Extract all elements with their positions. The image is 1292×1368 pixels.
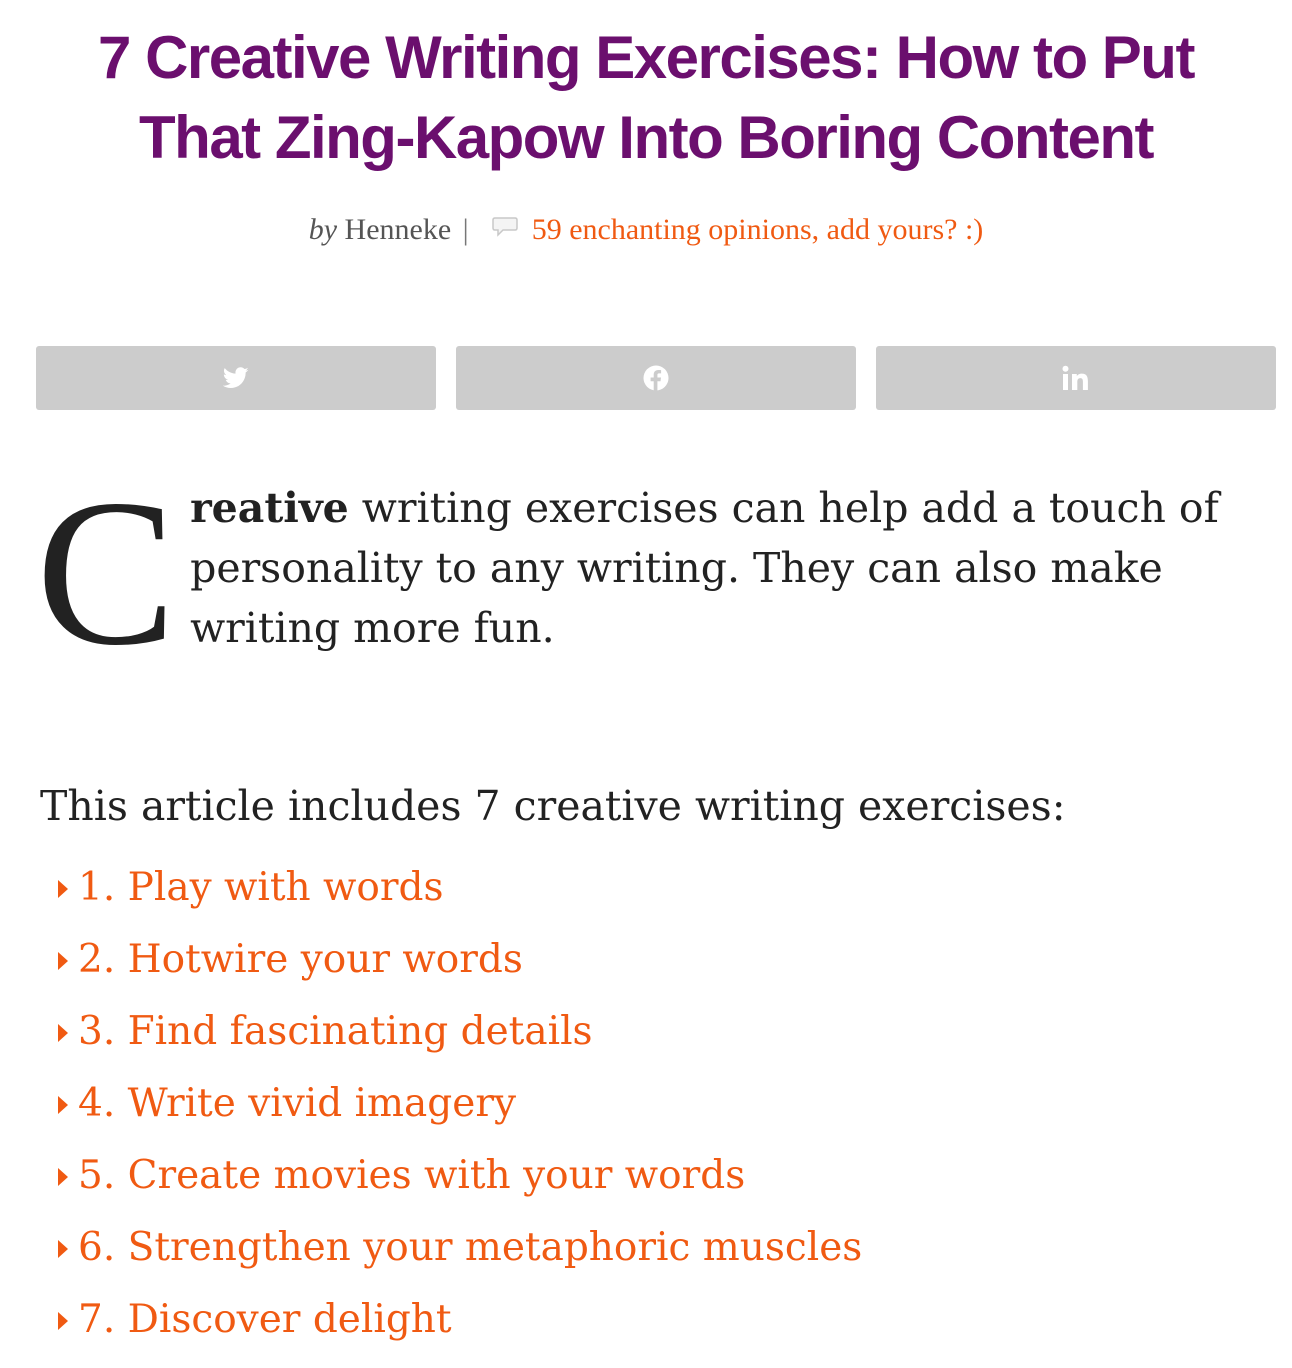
toc-link-7[interactable]: 7. Discover delight xyxy=(78,1297,452,1342)
toc-item xyxy=(56,1288,862,1360)
toc-item xyxy=(56,928,862,1000)
by-label: by xyxy=(308,212,338,246)
toc-item xyxy=(56,1000,862,1072)
toc-link-4[interactable]: 4. Write vivid imagery xyxy=(78,1081,517,1126)
caret-right-icon xyxy=(58,1240,68,1258)
toc-link-2[interactable]: 2. Hotwire your words xyxy=(78,937,523,982)
linkedin-share-button[interactable] xyxy=(876,346,1276,410)
author-name: Henneke xyxy=(344,212,452,246)
caret-right-icon xyxy=(58,880,68,898)
twitter-icon xyxy=(223,367,249,389)
toc-intro: This article includes 7 creative writing exercises: xyxy=(40,782,1066,830)
toc-item xyxy=(56,1216,862,1288)
intro-text xyxy=(190,436,1219,652)
toc-item xyxy=(56,856,862,928)
facebook-share-button[interactable] xyxy=(456,346,856,410)
meta-separator: | xyxy=(462,212,469,246)
share-buttons xyxy=(36,346,1276,410)
toc-item xyxy=(56,1072,862,1144)
caret-right-icon xyxy=(58,952,68,970)
article-title-line-2: That Zing-Kapow Into Boring Content xyxy=(139,104,1153,171)
intro-paragraph xyxy=(36,457,1246,689)
caret-right-icon xyxy=(58,1312,68,1330)
toc-link-5[interactable]: 5. Create movies with your words xyxy=(78,1153,746,1198)
comment-bubble-icon xyxy=(492,212,518,246)
article-title-line-1: 7 Creative Writing Exercises: How to Put xyxy=(98,24,1194,91)
linkedin-icon xyxy=(1062,365,1090,391)
caret-right-icon xyxy=(58,1168,68,1186)
caret-right-icon xyxy=(58,1024,68,1042)
intro-bold-word: reative xyxy=(190,484,349,532)
toc-link-1[interactable]: 1. Play with words xyxy=(78,865,444,910)
caret-right-icon xyxy=(58,1096,68,1114)
drop-cap: C xyxy=(36,457,177,689)
table-of-contents xyxy=(56,856,862,1360)
toc-link-3[interactable]: 3. Find fascinating details xyxy=(78,1009,593,1054)
article-title xyxy=(0,0,1292,178)
toc-item xyxy=(56,1144,862,1216)
toc-link-6[interactable]: 6. Strengthen your metaphoric muscles xyxy=(78,1225,863,1270)
comments-link[interactable]: 59 enchanting opinions, add yours? :) xyxy=(531,212,984,246)
intro-rest: writing exercises can help add a touch of personality to any writing. They can also make writing more fun. xyxy=(190,484,1219,652)
article-meta xyxy=(0,212,1292,252)
twitter-share-button[interactable] xyxy=(36,346,436,410)
facebook-icon xyxy=(643,365,669,391)
